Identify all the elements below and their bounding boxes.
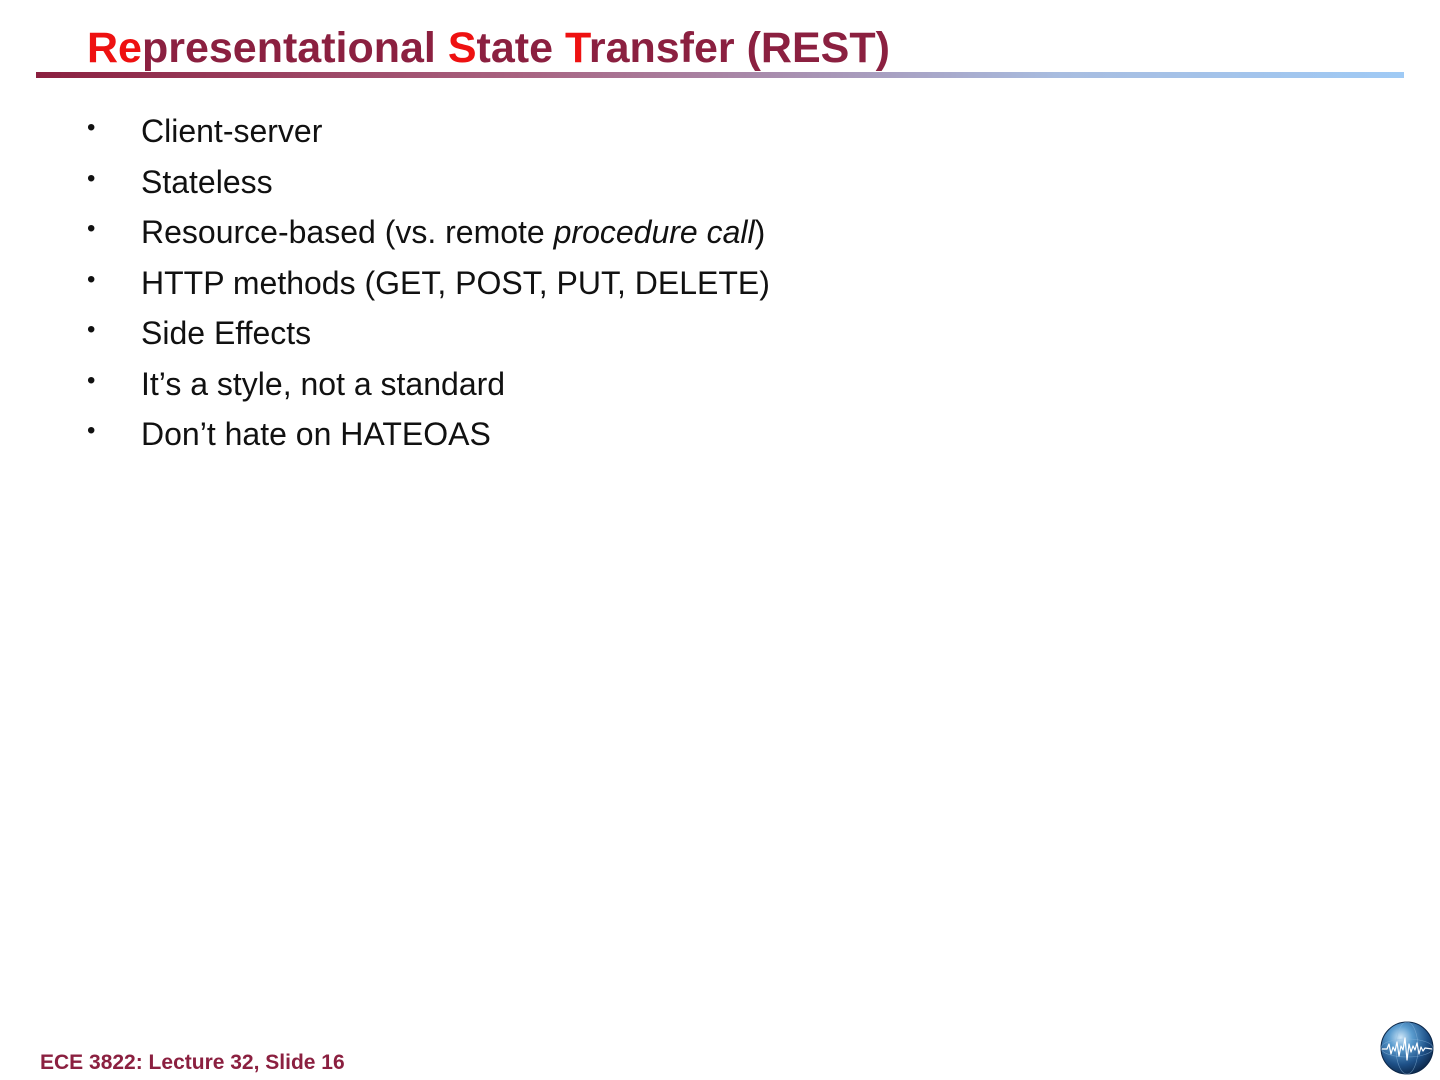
title-underline-rule (36, 72, 1404, 78)
title-accent-s: S (447, 24, 477, 72)
bullet-text-italic: procedure call (553, 214, 755, 250)
bullet-text: Side Effects (141, 315, 312, 351)
bullet-dot: • (87, 164, 96, 192)
bullet-dot: • (87, 114, 96, 141)
title-segment-1: presentational (141, 24, 448, 72)
slide-footer: ECE 3822: Lecture 32, Slide 16 (40, 1051, 345, 1074)
bullet-text (141, 207, 765, 257)
bullet-dot: • (87, 366, 96, 394)
bullet-dot: • (87, 417, 96, 444)
bullet-text-before: Resource-based (vs. remote (141, 214, 554, 250)
title-segment-2: tate (476, 24, 565, 72)
bullet-text-after: ) (754, 214, 766, 250)
title-accent-re: Re (87, 24, 142, 72)
title-segment-3: ransfer (REST) (588, 24, 890, 72)
bullet-text: It’s a style, not a standard (141, 365, 506, 402)
bullet-dot: • (87, 215, 96, 242)
title-accent-t: T (564, 24, 589, 72)
bullet-text: Client-server (141, 113, 323, 149)
bullet-text: Don’t hate on HATEOAS (141, 416, 491, 452)
bullet-text: HTTP methods (GET, POST, PUT, DELETE) (141, 264, 770, 301)
bullet-text: Stateless (141, 163, 273, 200)
bullet-dot: • (87, 265, 96, 293)
bullet-dot: • (87, 316, 96, 343)
globe-waveform-icon (1379, 1020, 1435, 1076)
slide-title (87, 20, 890, 76)
